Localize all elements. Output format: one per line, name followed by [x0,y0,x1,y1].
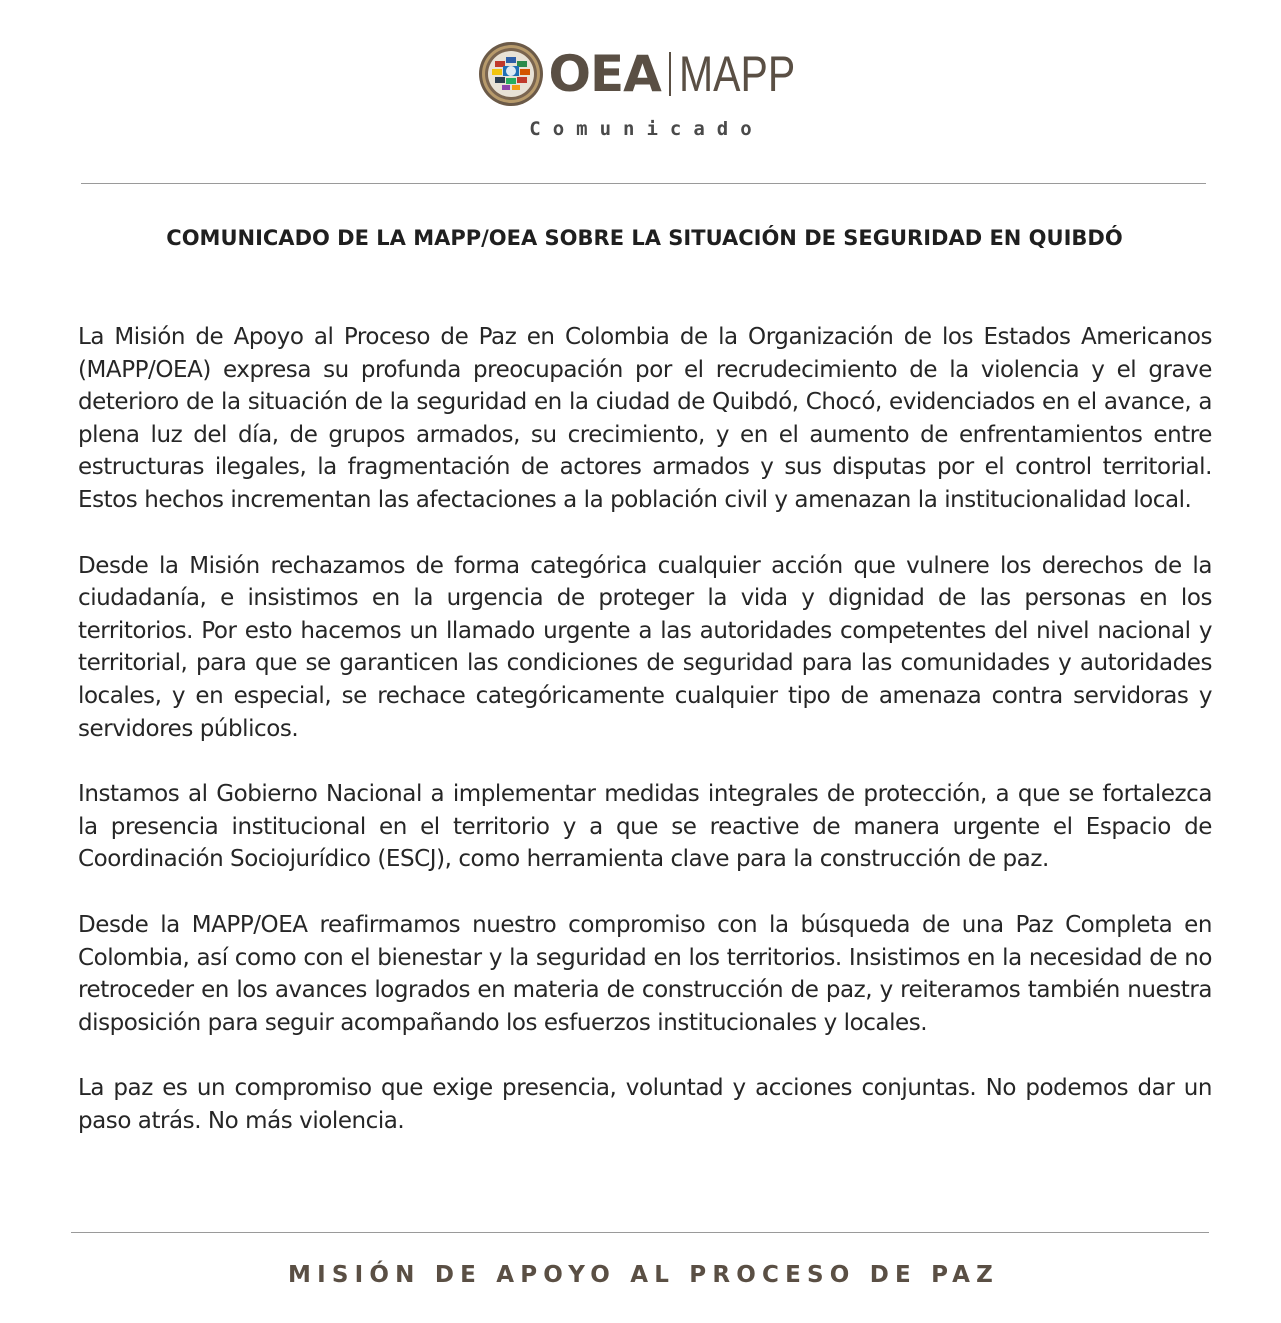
oas-seal-icon [478,41,544,107]
bottom-divider [71,1232,1209,1233]
paragraph-5: La paz es un compromiso que exige presencia, voluntad y acciones conjuntas. No podemos dar un paso atrás. No más violencia. [78,1075,1212,1134]
brand-oea-text: OEA [548,45,661,103]
logo [0,38,1281,110]
brand-separator [669,52,671,96]
document-type-label: Comunicado [529,118,764,140]
paragraph-3: Instamos al Gobierno Nacional a implementar medidas integrales de protección, a que se fortalezca la presencia institucional en el territorio y a que se reactive de manera urgente el Espacio de Coordinación Sociojurídico (ESCJ), como herramienta clave para la construcción de paz. [78,781,1212,873]
top-divider [81,183,1206,184]
page-title: COMUNICADO DE LA MAPP/OEA SOBRE LA SITUACIÓN DE SEGURIDAD EN QUIBDÓ [166,226,1123,250]
paragraph-1: La Misión de Apoyo al Proceso de Paz en Colombia de la Organización de los Estados Americanos (MAPP/OEA) expresa su profunda preocupación por el recrudecimiento de la violencia y el grave deterioro de la situación de la seguridad en la ciudad de Quibdó, Chocó, evidenciados en el avance, a plena luz del día, de grupos armados, su crecimiento, y en el aumento de enfrentamientos entre estructuras ilegales, la fragmentación de actores armados y sus disputas por el control territorial. Estos hechos incrementan las afectaciones a la población civil y amenazan la institucionalidad local. [78,324,1212,513]
body-text [78,321,1212,1170]
brand-mapp-text: MAPP [678,46,796,102]
footer-mission-name: MISIÓN DE APOYO AL PROCESO DE PAZ [288,1262,999,1288]
paragraph-2: Desde la Misión rechazamos de forma categórica cualquier acción que vulnere los derechos de la ciudadanía, e insistimos en la urgencia de proteger la vida y dignidad de las personas en los territorios. Por esto hacemos un llamado urgente a las autoridades competentes del nivel nacional y territorial, para que se garanticen las condiciones de seguridad para las comunidades y autoridades locales, y en especial, se rechace categóricamente cualquier tipo de amenaza contra servidoras y servidores públicos. [78,552,1212,742]
paragraph-4: Desde la MAPP/OEA reafirmamos nuestro compromiso con la búsqueda de una Paz Completa en Colombia, así como con el bienestar y la seguridad en los territorios. Insistimos en la necesidad de no retroceder en los avances logrados en materia de construcción de paz, y reiteramos también nuestra disposición para seguir acompañando los esfuerzos institucionales y locales. [78,911,1212,1036]
